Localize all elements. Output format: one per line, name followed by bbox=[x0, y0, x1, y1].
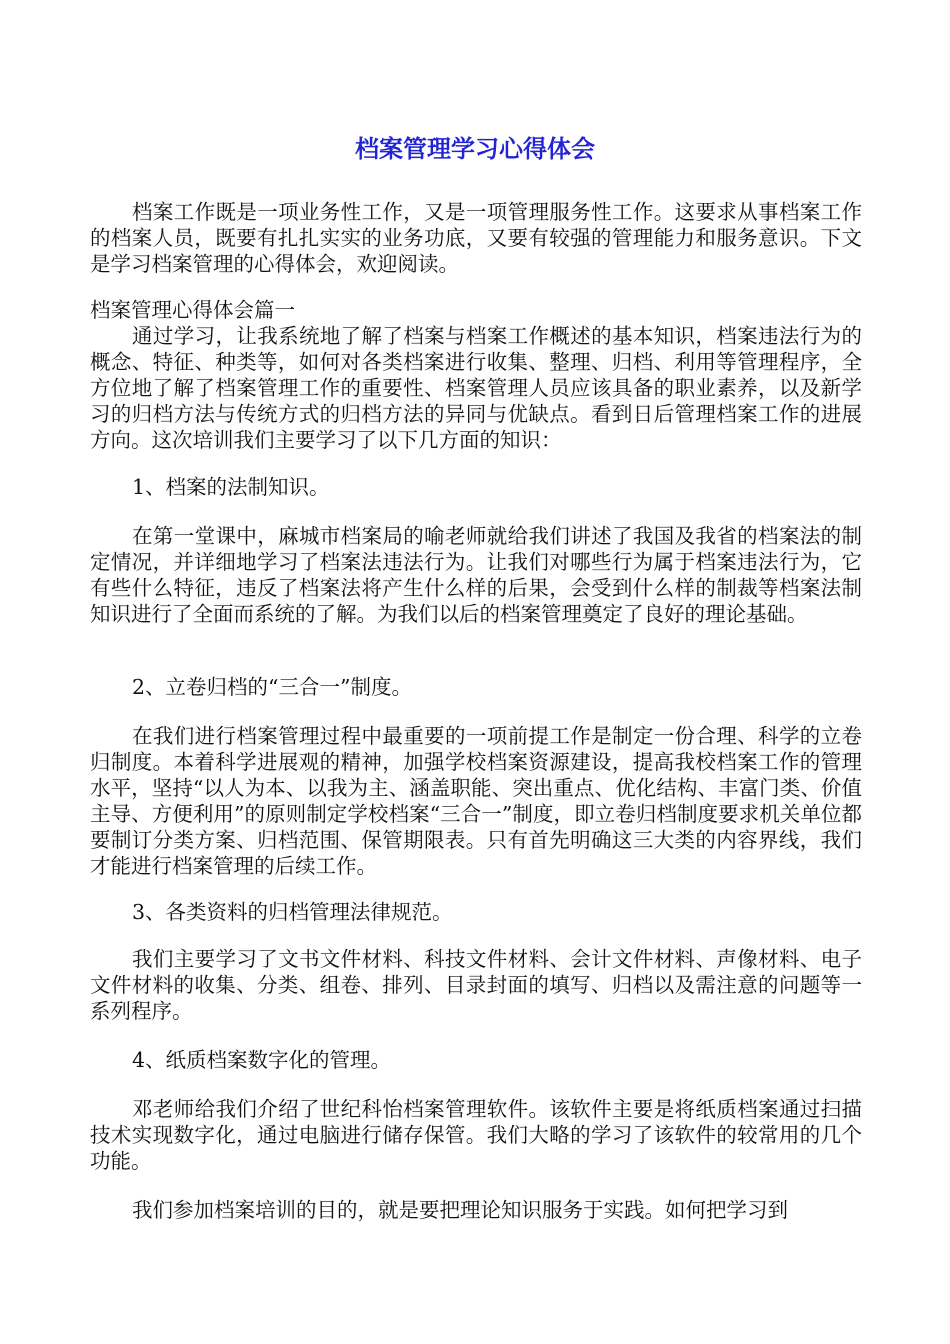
paragraph-5: 邓老师给我们介绍了世纪科怡档案管理软件。该软件主要是将纸质档案通过扫描技术实现数字化，通过电脑进行储存保管。我们大略的学习了该软件的较常用的几个功能。 bbox=[90, 1097, 862, 1173]
intro-paragraph: 档案工作既是一项业务性工作，又是一项管理服务性工作。这要求从事档案工作的档案人员，既要有扎扎实实的业务功底，又要有较强的管理能力和服务意识。下文是学习档案管理的心得体会，欢迎阅读。 bbox=[90, 200, 862, 276]
list-heading-3: 3、各类资料的归档管理法律规范。 bbox=[132, 900, 453, 924]
list-heading-2: 2、立卷归档的“三合一”制度。 bbox=[132, 675, 413, 699]
paragraph-2: 在第一堂课中，麻城市档案局的喻老师就给我们讲述了我国及我省的档案法的制定情况，并详细地学习了档案法违法行为。让我们对哪些行为属于档案违法行为，它有些什么特征，违反了档案法将产生什么样的后果，会受到什么样的制裁等档案法制知识进行了全面而系统的了解。为我们以后的档案管理奠定了良好的理论基础。 bbox=[90, 524, 862, 626]
paragraph-1: 通过学习，让我系统地了解了档案与档案工作概述的基本知识，档案违法行为的概念、特征、种类等，如何对各类档案进行收集、整理、归档、利用等管理程序，全方位地了解了档案管理工作的重要性、档案管理人员应该具备的职业素养，以及新学习的归档方法与传统方式的归档方法的异同与优缺点。看到日后管理档案工作的进展方向。这次培训我们主要学习了以下几方面的知识： bbox=[90, 324, 862, 452]
paragraph-3: 在我们进行档案管理过程中最重要的一项前提工作是制定一份合理、科学的立卷归制度。本着科学进展观的精神，加强学校档案资源建设，提高我校档案工作的管理水平，坚持“以人为本、以我为主、涵盖职能、突出重点、优化结构、丰富门类、价值主导、方便利用”的原则制定学校档案“三合一”制度，即立卷归档制度要求机关单位都要制订分类方案、归档范围、保管期限表。只有首先明确这三大类的内容界线，我们才能进行档案管理的后续工作。 bbox=[90, 724, 862, 878]
list-heading-4: 4、纸质档案数字化的管理。 bbox=[132, 1048, 392, 1072]
paragraph-4: 我们主要学习了文书文件材料、科技文件材料、会计文件材料、声像材料、电子文件材料的收集、分类、组卷、排列、目录封面的填写、归档以及需注意的问题等一系列程序。 bbox=[90, 947, 862, 1023]
section-heading: 档案管理心得体会篇一 bbox=[90, 298, 295, 322]
document-title: 档案管理学习心得体会 bbox=[355, 135, 595, 163]
paragraph-6: 我们参加档案培训的目的，就是要把理论知识服务于实践。如何把学习到 bbox=[132, 1198, 788, 1222]
list-heading-1: 1、档案的法制知识。 bbox=[132, 475, 330, 499]
